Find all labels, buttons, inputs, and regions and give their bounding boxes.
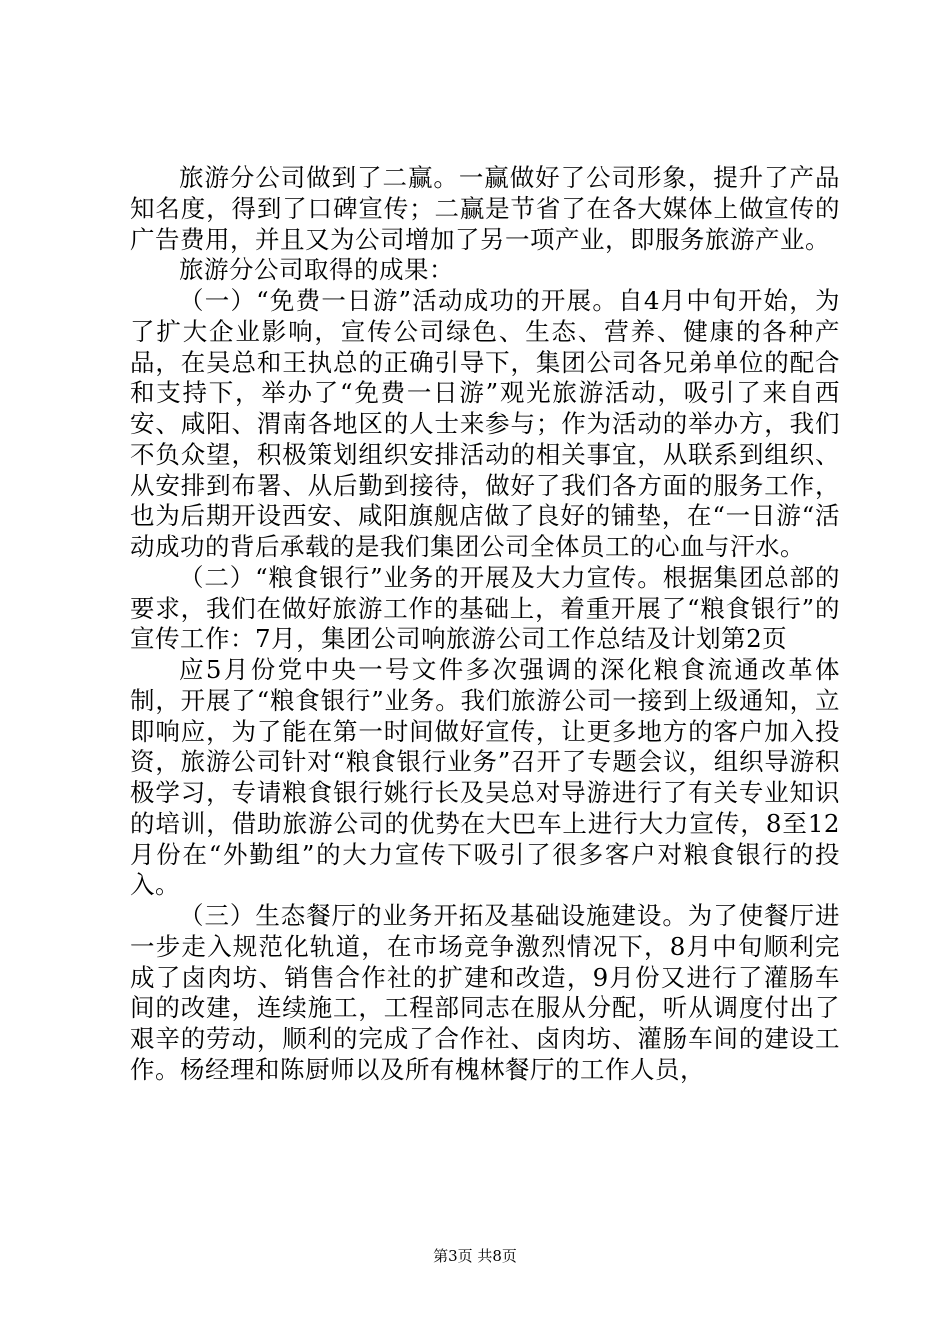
document-body — [130, 163, 840, 1086]
paragraph-two-wins: 旅游分公司做到了二赢。一赢做好了公司形象，提升了产品知名度，得到了口碑宣传；二赢是节省了在各大媒体上做宣传的广告费用，并且又为公司增加了另一项产业，即服务旅游产业。 — [130, 163, 840, 254]
page-footer: 第3页 共8页 — [433, 1247, 517, 1265]
paragraph-eco-restaurant: （三）生态餐厅的业务开拓及基础设施建设。为了使餐厅进一步走入规范化轨道，在市场竞争激烈情况下，8月中旬顺利完成了卤肉坊、销售合作社的扩建和改造，9月份又进行了灌肠车间的改建，连续施工，工程部同志在服从分配，听从调度付出了艰辛的劳动，顺利的完成了合作社、卤肉坊、灌肠车间的建设工作。杨经理和陈厨师以及所有槐林餐厅的工作人员， — [130, 901, 840, 1084]
paragraph-grain-bank-continued: 应5月份党中央一号文件多次强调的深化粮食流通改革体制，开展了“粮食银行”业务。我们旅游公司一接到上级通知，立即响应，为了能在第一时间做好宣传，让更多地方的客户加入投资，旅游公司针对“粮食银行业务”召开了专题会议，组织导游积极学习，专请粮食银行姚行长及吴总对导游进行了有关专业知识的培训，借助旅游公司的优势在大巴车上进行大力宣传，8至12月份在“外勤组”的大力宣传下吸引了很多客户对粮食银行的投入。 — [130, 655, 840, 900]
paragraph-free-day-tour: （一）“免费一日游”活动成功的开展。自4月中旬开始，为了扩大企业影响，宣传公司绿色、生态、营养、健康的各种产品，在吴总和王执总的正确引导下，集团公司各兄弟单位的配合和支持下，举办了“免费一日游”观光旅游活动，吸引了来自西安、咸阳、渭南各地区的人士来参与；作为活动的举办方，我们不负众望，积极策划组织安排活动的相关事宜，从联系到组织、从安排到布署、从后勤到接待，做好了我们各方面的服务工作，也为后期开设西安、咸阳旗舰店做了良好的铺垫，在“一日游“活动成功的背后承载的是我们集团公司全体员工的心血与汗水。 — [130, 286, 840, 561]
paragraph-grain-bank: （二）“粮食银行”业务的开展及大力宣传。根据集团总部的要求，我们在做好旅游工作的基础上，着重开展了“粮食银行”的宣传工作：7月，集团公司响旅游公司工作总结及计划第2页 — [130, 562, 840, 654]
paragraph-results-heading: 旅游分公司取得的成果： — [179, 255, 454, 285]
